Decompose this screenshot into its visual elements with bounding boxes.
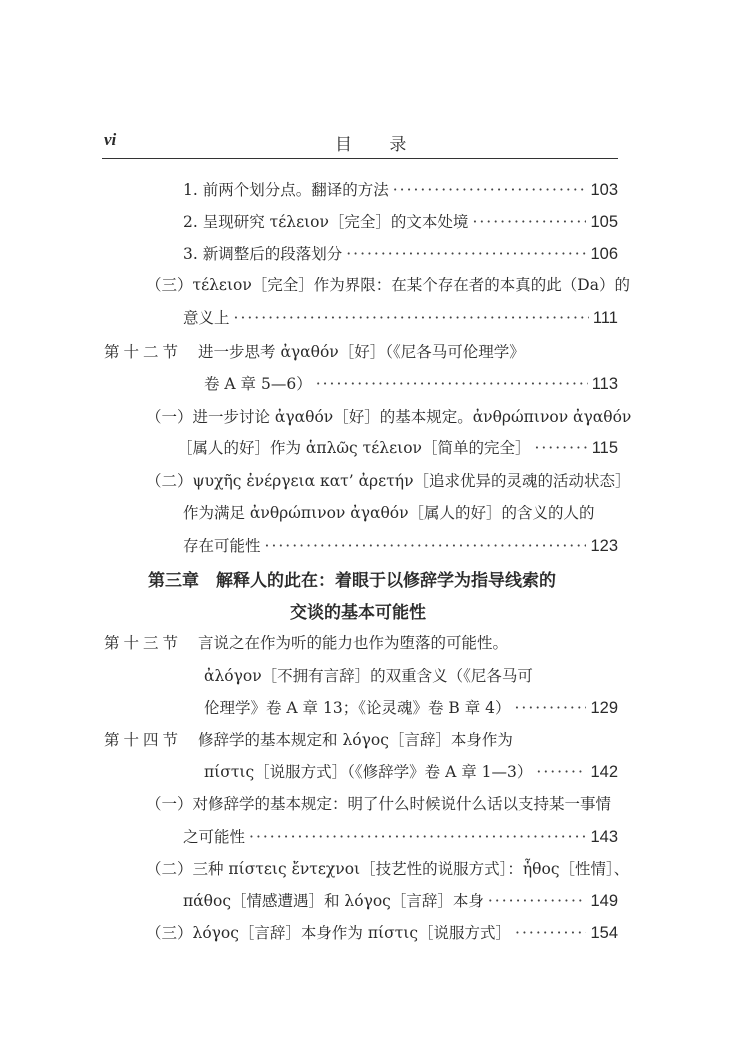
leader-dots	[536, 761, 586, 783]
section-label: 第十二节	[104, 343, 183, 361]
toc-section-entry	[104, 341, 525, 363]
toc-entry	[146, 406, 631, 428]
toc-entry-text: 存在可能性	[183, 537, 261, 555]
leader-dots	[265, 535, 587, 557]
page-title: 目 录	[335, 135, 423, 155]
toc-entry-text: 言说之在作为听的能力也作为堕落的可能性。	[198, 634, 509, 652]
toc-entry-text: （三）τέλειον［完全］作为界限：在某个存在者的本真的此（Da）的	[146, 276, 630, 294]
toc-entry-text: 意义上	[183, 309, 230, 327]
leader-dots	[346, 243, 586, 265]
toc-page-number: 113	[591, 375, 618, 393]
section-label: 第十四节	[104, 731, 183, 749]
toc-entry-text: 作为满足 ἀνθρώπινον ἀγαθόν［属人的好］的含义的人的	[183, 504, 595, 522]
chapter-heading-continued: 交谈的基本可能性	[290, 603, 426, 623]
toc-entry-text: （二）ψυχῆς ἐνέργεια κατ’ ἀρετήν［追求优异的灵魂的活动状态］	[146, 472, 631, 490]
leader-dots	[515, 922, 586, 944]
toc-page-number: 115	[591, 439, 618, 457]
toc-entry-text: 进一步思考 ἀγαθόν［好］（《尼各马可伦理学》	[198, 343, 525, 361]
toc-entry	[204, 761, 618, 783]
toc-entry	[204, 697, 618, 719]
toc-entry-text: 2. 呈现研究 τέλειον［完全］的文本处境	[183, 213, 469, 231]
chapter-heading: 第三章 解释人的此在：着眼于以修辞学为指导线索的	[148, 571, 556, 591]
toc-entry-text: （一）对修辞学的基本规定：明了什么时候说什么话以支持某一事情	[146, 795, 612, 813]
toc-entry	[146, 470, 631, 492]
leader-dots	[234, 307, 589, 329]
toc-entry	[183, 243, 618, 265]
toc-page-number: 123	[590, 537, 618, 555]
toc-entry	[183, 890, 618, 912]
page-number-roman: vi	[104, 130, 117, 149]
toc-page-number: 129	[590, 699, 618, 717]
toc-entry-text: （三）λόγος［言辞］本身作为 πίστις［说服方式］	[146, 924, 512, 942]
toc-entry	[183, 535, 618, 557]
toc-entry	[146, 274, 630, 296]
toc-page-number: 154	[590, 924, 618, 942]
toc-page-number: 143	[590, 828, 618, 846]
leader-dots	[534, 437, 587, 459]
toc-entry	[183, 179, 618, 201]
toc-entry-text: （二）三种 πίστεις ἔντεχνοι［技艺性的说服方式］：ἦθος［性情］、	[146, 860, 630, 878]
leader-dots	[316, 373, 588, 395]
toc-entry	[177, 437, 618, 459]
leader-dots	[488, 890, 587, 912]
toc-entry	[183, 211, 618, 233]
toc-entry-text: ἀλόγον［不拥有言辞］的双重含义（《尼各马可	[204, 667, 533, 685]
section-label: 第十三节	[104, 634, 183, 652]
toc-entry	[204, 665, 533, 687]
toc-entry-text: 修辞学的基本规定和 λόγος［言辞］本身作为	[198, 731, 513, 749]
toc-entry	[146, 922, 618, 944]
toc-entry-text: πίστις［说服方式］（《修辞学》卷 A 章 1—3）	[204, 763, 533, 781]
toc-entry-text: 之可能性	[183, 828, 246, 846]
toc-entry-text: （一）进一步讨论 ἀγαθόν［好］的基本规定。ἀνθρώπινον ἀγαθόν	[146, 408, 632, 426]
toc-entry-text: 3. 新调整后的段落划分	[183, 245, 343, 263]
toc-section-entry	[104, 632, 508, 654]
toc-entry	[204, 373, 618, 395]
toc-page-number: 142	[590, 763, 618, 781]
toc-entry	[146, 793, 611, 815]
leader-dots	[249, 826, 586, 848]
toc-entry-text: 1. 前两个划分点。翻译的方法	[183, 181, 389, 199]
toc-entry-text: 卷 A 章 5—6）	[204, 375, 312, 393]
toc-entry-text: 伦理学》卷 A 章 13；《论灵魂》卷 B 章 4）	[204, 699, 511, 717]
header-divider	[102, 158, 618, 159]
toc-entry-text: πάθος［情感遭遇］和 λόγος［言辞］本身	[183, 892, 484, 910]
toc-entry	[183, 502, 595, 524]
toc-page-number: 111	[592, 309, 618, 327]
toc-page-number: 106	[590, 245, 618, 263]
toc-entry	[183, 307, 618, 329]
toc-page-number: 103	[590, 181, 618, 199]
leader-dots	[393, 179, 587, 201]
toc-entry	[146, 858, 629, 880]
toc-page-number: 105	[590, 213, 618, 231]
leader-dots	[514, 697, 586, 719]
toc-entry	[183, 826, 618, 848]
toc-section-entry	[104, 729, 513, 751]
toc-page-number: 149	[590, 892, 618, 910]
toc-entry-text: ［属人的好］作为 ἁπλῶς τέλειον［简单的完全］	[177, 439, 531, 457]
leader-dots	[472, 211, 586, 233]
